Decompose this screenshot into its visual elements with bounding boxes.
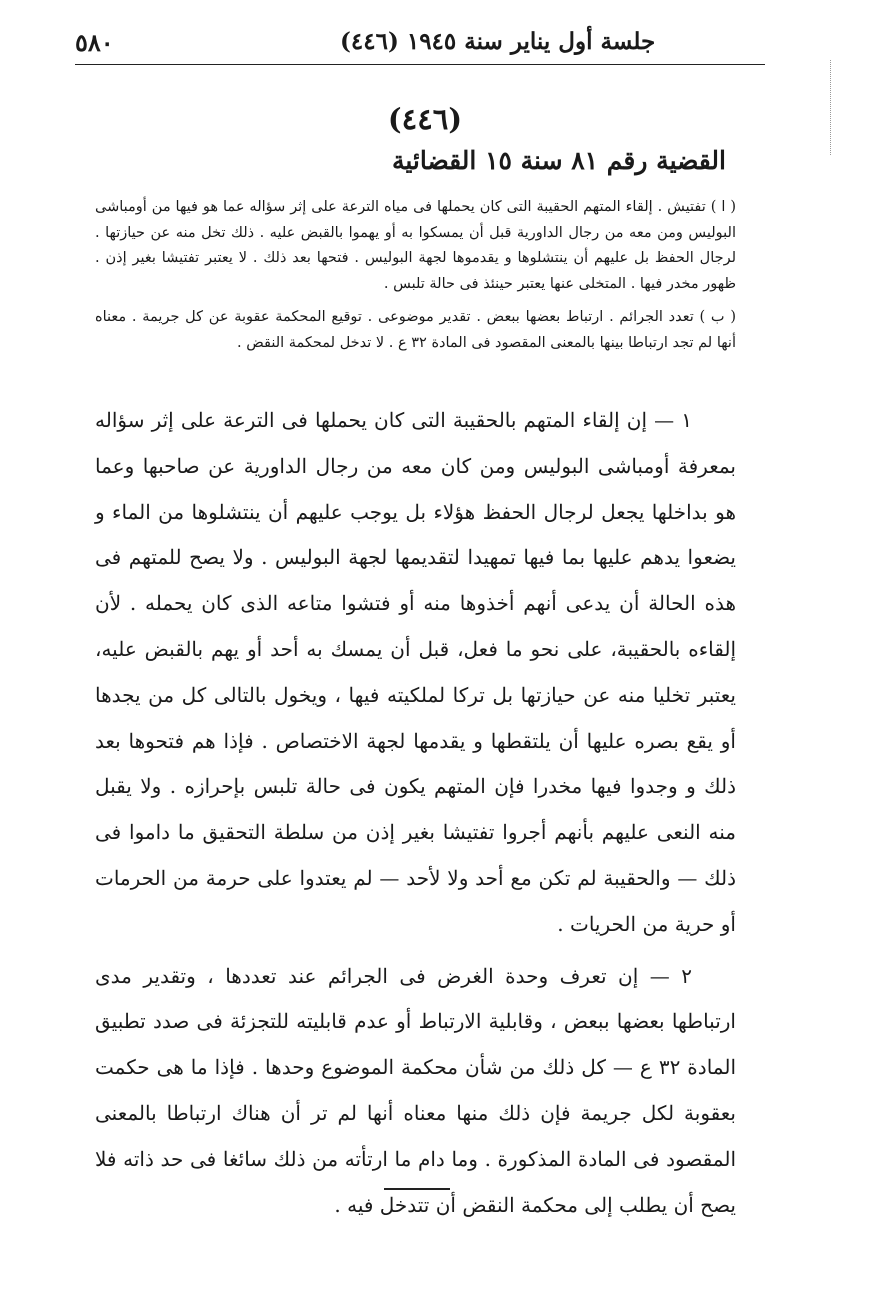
header-title: جلسة أول يناير سنة ١٩٤٥ (٤٤٦) [340, 28, 656, 55]
judgment-body [95, 398, 736, 1228]
end-rule [384, 1188, 450, 1190]
section-number: (٤٤٦) [387, 102, 463, 136]
headnote-summary [95, 195, 736, 356]
summary-item-a: ( ا ) تفتيش . إلقاء المتهم الحقيبة التى كان يحملها فى مياه الترعة على إثر سؤاله عما هو فيها من أومباشى البوليس ومن معه من رجال الداورية قبل أن يمسكوا به أو يهموا بالقبض عليه . ذلك تخل منه عن حيازتها . لرجال الحفظ بل عليهم أن ينتشلوها و يقدموها لجهة البوليس . فتحها بعد ذلك . لا يعتبر تفتيشا بغير إذن . ظهور مخدر فيها . المتخلى عنها يعتبر حينئذ فى حالة تلبس . [95, 199, 736, 292]
running-header [75, 20, 765, 65]
page-number: ٥٨٠ [75, 28, 114, 57]
body-paragraph-1: ١ — إن إلقاء المتهم بالحقيبة التى كان يحملها فى الترعة على إثر سؤاله بمعرفة أومباشى البوليس ومن كان معه من رجال الداورية عن صاحبها وعما هو بداخلها يجعل لرجال الحفظ هؤلاء بل يوجب عليهم أن ينتشلوها من الماء و يضعوا يدهم عليها بما فيها تمهيدا لتقديمها لجهة البوليس . ولا يصح للمتهم فى هذه الحالة أن يدعى أنهم أخذوها منه أو فتشوا متاعه الذى كان يحمله . لأن إلقاءه بالحقيبة، على نحو ما فعل، قبل أن يمسك به أحد أو يهم بالقبض عليه، يعتبر تخليا منه عن حيازتها بل تركا لملكيته فيها ، ويخول بالتالى كل من يجدها أو يقع بصره عليها أن يلتقطها و يقدمها لجهة الاختصاص . فإذا هم فتحوها بعد ذلك و وجدوا فيها مخدرا فإن المتهم يكون فى حالة تلبس بإحرازه . ولا يقبل منه النعى عليهم بأنهم أجروا تفتيشا بغير إذن من سلطة التحقيق ما داموا فى ذلك — والحقيبة لم تكن مع أحد ولا لأحد — لم يعتدوا على حرمة من الحرمات أو حرية من الحريات . [95, 408, 736, 936]
body-paragraph-2: ٢ — إن تعرف وحدة الغرض فى الجرائم عند تعددها ، وتقدير مدى ارتباطها بعضها ببعض ، وقابلية الارتباط أو عدم قابليته للتجزئة فى صدد تطبيق المادة ٣٢ ع — كل ذلك من شأن محكمة الموضوع وحدها . فإذا ما هى حكمت بعقوبة لكل جريمة فإن ذلك منها معناه أنها لم تر أن هناك ارتباطا بالمعنى المقصود فى المادة المذكورة . وما دام ما ارتأته من ذلك سائغا فى حد ذاته فلا يصح أن يطلب إلى محكمة النقض أن تتدخل فيه . [95, 963, 736, 1217]
case-title: القضية رقم ٨١ سنة ١٥ القضائية [391, 146, 726, 175]
summary-item-b: ( ب ) تعدد الجرائم . ارتباط بعضها ببعض . تقدير موضوعى . توقيع المحكمة عقوبة عن كل جريمة . معناه أنها لم تجد ارتباطا بينها بالمعنى المقصود فى المادة ٣٢ ع . لا تدخل لمحكمة النقض . [95, 309, 736, 351]
